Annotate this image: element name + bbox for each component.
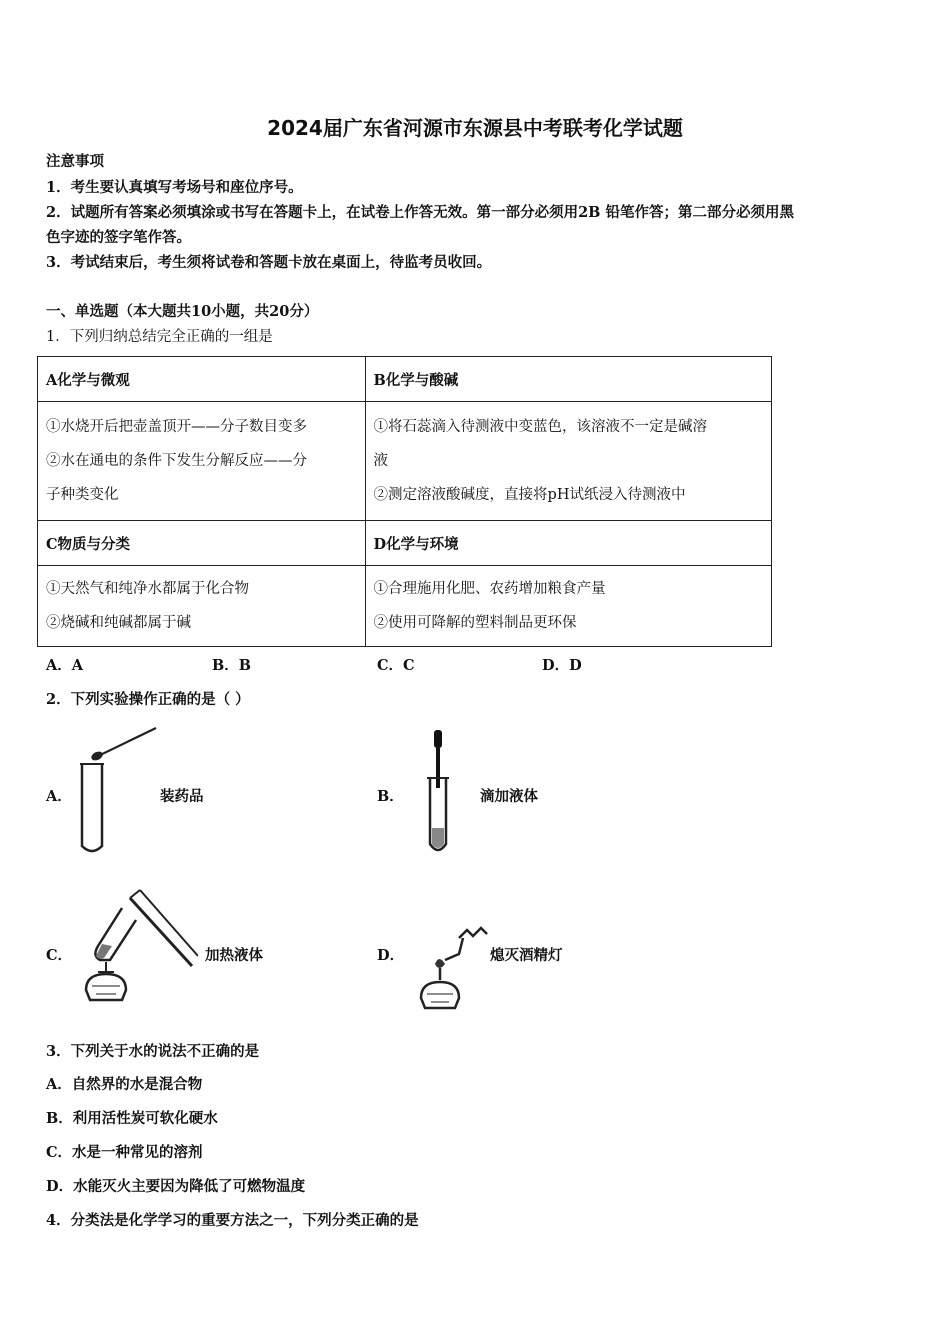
section-heading: 一、单选题（本大题共10小题，共20分） — [46, 303, 319, 320]
exam-title: 2024届广东省河源市东源县中考联考化学试题 — [267, 116, 683, 140]
q1-c-line: ②烧碱和纯碱都属于碱 — [46, 615, 191, 631]
q3-option-a[interactable]: A．自然界的水是混合物 — [46, 1076, 203, 1093]
q2-option-a-letter[interactable]: A． — [46, 788, 72, 805]
q1-b-line: ②测定溶液酸碱度，直接将pH试纸浸入待测液中 — [373, 487, 686, 503]
q2-option-c-letter[interactable]: C． — [46, 947, 73, 964]
q1-option-c[interactable]: C．C — [377, 657, 415, 674]
q1-cell-a-head: A化学与微观 — [38, 357, 366, 402]
q1-cell-a-body — [38, 402, 366, 521]
dropper-test-tube-icon — [415, 728, 465, 860]
q1-cell-b-body — [365, 402, 771, 521]
notice-heading: 注意事项 — [46, 153, 104, 170]
q1-option-a[interactable]: A．A — [46, 657, 84, 674]
q1-d-line: ②使用可降解的塑料制品更环保 — [373, 615, 577, 631]
notice-item-2: 2．试题所有答案必须填涂或书写在答题卡上，在试卷上作答无效。第一部分必须用2B 铅笔作答；第二部分必须用黑 — [46, 204, 794, 221]
q1-b-line: ①将石蕊滴入待测液中变蓝色，该溶液不一定是碱溶 — [373, 419, 708, 435]
q1-b-line: 液 — [373, 453, 389, 469]
q1-cell-c-body — [38, 566, 366, 647]
notice-item-1: 1．考生要认真填写考场号和座位序号。 — [46, 179, 303, 196]
q4-stem: 4．分类法是化学学习的重要方法之一，下列分类正确的是 — [46, 1212, 419, 1229]
notice-item-2-cont: 色字迹的签字笔作答。 — [46, 229, 191, 246]
notice-item-3: 3．考试结束后，考生须将试卷和答题卡放在桌面上，待监考员收回。 — [46, 254, 492, 271]
q1-cell-d-body — [365, 566, 771, 647]
q1-stem: 1．下列归纳总结完全正确的一组是 — [46, 329, 273, 345]
q1-a-line: ②水在通电的条件下发生分解反应——分 — [46, 453, 307, 469]
q1-option-b[interactable]: B．B — [212, 657, 252, 674]
q1-c-line: ①天然气和纯净水都属于化合物 — [46, 581, 249, 597]
q2-option-c-label: 加热液体 — [205, 947, 263, 964]
q2-option-a-label: 装药品 — [160, 788, 204, 805]
q1-option-d[interactable]: D．D — [542, 657, 582, 674]
q3-option-d[interactable]: D．水能灭火主要因为降低了可燃物温度 — [46, 1178, 306, 1195]
q2-option-b-label: 滴加液体 — [480, 788, 538, 805]
q1-a-line: 子种类变化 — [46, 487, 119, 503]
extinguish-lamp-icon — [415, 924, 495, 1010]
heating-liquid-icon — [78, 886, 198, 1008]
q1-cell-b-head: B化学与酸碱 — [365, 357, 771, 402]
q2-option-b-letter[interactable]: B． — [377, 788, 404, 805]
q1-table — [37, 356, 772, 647]
q2-stem: 2．下列实验操作正确的是（ ） — [46, 691, 250, 708]
test-tube-loading-icon — [70, 722, 160, 857]
q1-cell-c-head: C物质与分类 — [38, 521, 366, 566]
q1-cell-d-head: D化学与环境 — [365, 521, 771, 566]
q1-d-line: ①合理施用化肥、农药增加粮食产量 — [373, 581, 606, 597]
q3-option-b[interactable]: B．利用活性炭可软化硬水 — [46, 1110, 218, 1127]
q2-option-d-letter[interactable]: D． — [377, 947, 405, 964]
q1-a-line: ①水烧开后把壶盖顶开——分子数目变多 — [46, 419, 307, 435]
q3-stem: 3．下列关于水的说法不正确的是 — [46, 1043, 260, 1060]
q3-option-c[interactable]: C．水是一种常见的溶剂 — [46, 1144, 203, 1161]
q2-option-d-label: 熄灭酒精灯 — [490, 947, 563, 964]
